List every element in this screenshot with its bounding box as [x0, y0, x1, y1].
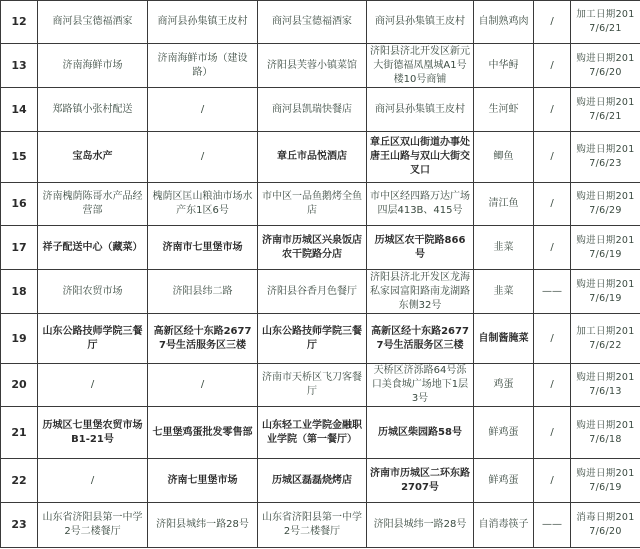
food-name-cell: 自制酱腌菜 [474, 314, 534, 364]
row-number-cell: 21 [1, 407, 38, 459]
supplier-name-cell: / [38, 364, 148, 407]
supplier-address-cell: 七里堡鸡蛋批发零售部 [148, 407, 258, 459]
food-name-cell: 鲜鸡蛋 [474, 459, 534, 503]
date-cell: 加工日期2017/6/21 [571, 1, 640, 44]
food-name-cell: 鸡蛋 [474, 364, 534, 407]
business-name-cell: 市中区一品鱼鹅烤全鱼店 [258, 183, 367, 226]
supplier-address-cell: 高新区经十东路26777号生活服务区三楼 [148, 314, 258, 364]
table-row [1, 1, 640, 44]
business-address-cell: 章丘区双山街道办事处唐王山路与双山大街交叉口 [367, 132, 474, 183]
date-cell: 加工日期2017/6/22 [571, 314, 640, 364]
date-cell: 购进日期2017/6/19 [571, 459, 640, 503]
spec-cell: —— [534, 270, 571, 314]
date-cell: 购进日期2017/6/20 [571, 44, 640, 88]
spec-cell: / [534, 459, 571, 503]
spec-cell: / [534, 183, 571, 226]
table-row [1, 183, 640, 226]
food-name-cell: 鲜鸡蛋 [474, 407, 534, 459]
supplier-name-cell: 济南海鲜市场 [38, 44, 148, 88]
food-name-cell: 韭菜 [474, 270, 534, 314]
date-cell: 购进日期2017/6/19 [571, 270, 640, 314]
business-name-cell: 济南市天桥区飞刀客餐厅 [258, 364, 367, 407]
business-address-cell: 天桥区济泺路64号泺口美食城广场地下1层3号 [367, 364, 474, 407]
food-name-cell: 自消毒筷子 [474, 503, 534, 548]
business-address-cell: 历城区农干院路866号 [367, 226, 474, 270]
business-name-cell: 济阳县谷香月色餐厅 [258, 270, 367, 314]
food-name-cell: 自制熟鸡肉 [474, 1, 534, 44]
row-number-cell: 23 [1, 503, 38, 548]
spec-cell: / [534, 226, 571, 270]
row-number-cell: 20 [1, 364, 38, 407]
row-number-cell: 16 [1, 183, 38, 226]
business-name-cell: 济阳县芙蓉小镇菜馆 [258, 44, 367, 88]
table-row [1, 314, 640, 364]
business-name-cell: 历城区磊磊烧烤店 [258, 459, 367, 503]
row-number-cell: 22 [1, 459, 38, 503]
row-number-cell: 13 [1, 44, 38, 88]
row-number-cell: 12 [1, 1, 38, 44]
business-address-cell: 济阳县城纬一路28号 [367, 503, 474, 548]
table-row [1, 503, 640, 548]
date-cell: 购进日期2017/6/21 [571, 88, 640, 132]
row-number-cell: 19 [1, 314, 38, 364]
supplier-address-cell: 济阳县纬二路 [148, 270, 258, 314]
business-address-cell: 济阳县济北开发区新元大街德福凤凰城A1号楼10号商铺 [367, 44, 474, 88]
date-cell: 消毒日期2017/6/20 [571, 503, 640, 548]
business-address-cell: 济阳县济北开发区龙海私家园富阳路南龙湖路东侧32号 [367, 270, 474, 314]
business-name-cell: 济南市历城区兴泉饭店农干院路分店 [258, 226, 367, 270]
spec-cell: / [534, 314, 571, 364]
row-number-cell: 15 [1, 132, 38, 183]
date-cell: 购进日期2017/6/13 [571, 364, 640, 407]
business-name-cell: 山东省济阳县第一中学2号二楼餐厅 [258, 503, 367, 548]
business-address-cell: 商河县孙集镇王皮村 [367, 88, 474, 132]
spec-cell: / [534, 1, 571, 44]
food-name-cell: 生河虾 [474, 88, 534, 132]
table-row [1, 44, 640, 88]
spec-cell: / [534, 132, 571, 183]
business-name-cell: 章丘市品悦酒店 [258, 132, 367, 183]
table-row [1, 88, 640, 132]
supplier-name-cell: 济南槐荫陈哥水产品经营部 [38, 183, 148, 226]
supplier-name-cell: 商河县宝德福酒家 [38, 1, 148, 44]
spec-cell: / [534, 364, 571, 407]
supplier-address-cell: / [148, 132, 258, 183]
business-address-cell: 高新区经十东路26777号生活服务区三楼 [367, 314, 474, 364]
food-name-cell: 鲫鱼 [474, 132, 534, 183]
supplier-name-cell: 山东省济阳县第一中学2号二楼餐厅 [38, 503, 148, 548]
supplier-address-cell: 槐荫区匡山粮油市场水产东1区6号 [148, 183, 258, 226]
table-row [1, 407, 640, 459]
table-row [1, 132, 640, 183]
food-name-cell: 中华鲟 [474, 44, 534, 88]
spec-cell: / [534, 88, 571, 132]
supplier-name-cell: 宝岛水产 [38, 132, 148, 183]
spec-cell: / [534, 407, 571, 459]
supplier-address-cell: / [148, 364, 258, 407]
business-name-cell: 山东轻工业学院金融职业学院（第一餐厅） [258, 407, 367, 459]
business-name-cell: 商河县宝德福酒家 [258, 1, 367, 44]
table-row [1, 364, 640, 407]
business-name-cell: 商河县凯瑞快餐店 [258, 88, 367, 132]
date-cell: 购进日期2017/6/18 [571, 407, 640, 459]
business-address-cell: 商河县孙集镇王皮村 [367, 1, 474, 44]
supplier-address-cell: 济南市七里堡市场 [148, 226, 258, 270]
date-cell: 购进日期2017/6/19 [571, 226, 640, 270]
supplier-name-cell: 历城区七里堡农贸市场B1-21号 [38, 407, 148, 459]
supplier-name-cell: 山东公路技师学院三餐厅 [38, 314, 148, 364]
supplier-name-cell: / [38, 459, 148, 503]
business-address-cell: 历城区柴园路58号 [367, 407, 474, 459]
business-name-cell: 山东公路技师学院三餐厅 [258, 314, 367, 364]
date-cell: 购进日期2017/6/23 [571, 132, 640, 183]
food-name-cell: 韭菜 [474, 226, 534, 270]
supplier-address-cell: / [148, 88, 258, 132]
food-name-cell: 清江鱼 [474, 183, 534, 226]
supplier-address-cell: 商河县孙集镇王皮村 [148, 1, 258, 44]
table-row [1, 226, 640, 270]
row-number-cell: 18 [1, 270, 38, 314]
supplier-name-cell: 济阳农贸市场 [38, 270, 148, 314]
row-number-cell: 17 [1, 226, 38, 270]
supplier-name-cell: 祥子配送中心（藏菜） [38, 226, 148, 270]
table-row [1, 459, 640, 503]
supplier-address-cell: 济南海鲜市场（建设路） [148, 44, 258, 88]
business-address-cell: 市中区经四路万达广场四层413B、415号 [367, 183, 474, 226]
supplier-name-cell: 郑路镇小张村配送 [38, 88, 148, 132]
supplier-address-cell: 济阳县城纬一路28号 [148, 503, 258, 548]
spec-cell: / [534, 44, 571, 88]
table-row [1, 270, 640, 314]
supplier-address-cell: 济南七里堡市场 [148, 459, 258, 503]
spec-cell: —— [534, 503, 571, 548]
row-number-cell: 14 [1, 88, 38, 132]
date-cell: 购进日期2017/6/29 [571, 183, 640, 226]
business-address-cell: 济南市历城区二环东路2707号 [367, 459, 474, 503]
